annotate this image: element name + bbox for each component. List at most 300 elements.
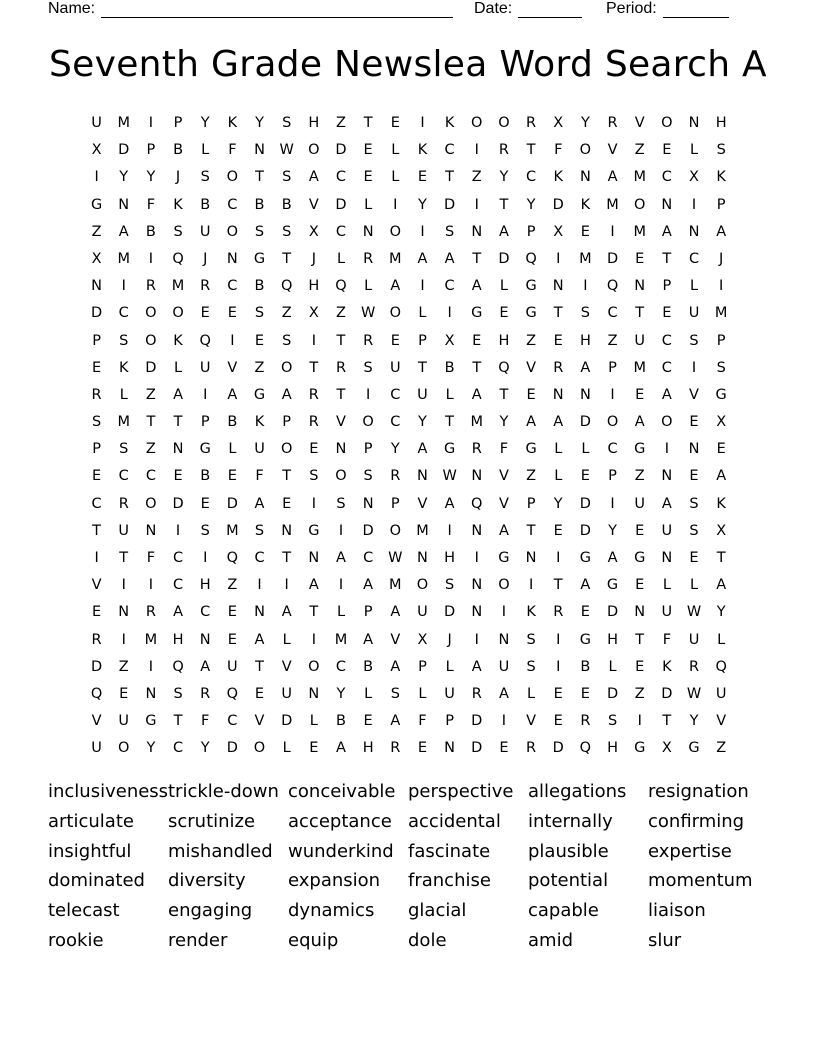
grid-letter: L bbox=[445, 386, 454, 403]
grid-letter: E bbox=[580, 685, 590, 702]
grid-letter: A bbox=[607, 169, 618, 186]
grid-letter: R bbox=[308, 414, 319, 431]
grid-row bbox=[83, 599, 735, 626]
grid-letter: V bbox=[689, 386, 699, 403]
grid-letter: Z bbox=[281, 305, 292, 322]
grid-letter: E bbox=[91, 604, 102, 621]
grid-letter: S bbox=[200, 522, 210, 539]
grid-row bbox=[83, 545, 735, 572]
grid-letter: T bbox=[662, 713, 672, 730]
grid-letter: R bbox=[91, 386, 102, 403]
grid-letter: I bbox=[691, 196, 697, 213]
grid-letter: E bbox=[173, 468, 183, 485]
grid-letter: S bbox=[91, 414, 102, 431]
grid-row bbox=[83, 409, 735, 436]
grid-letter: D bbox=[226, 740, 238, 757]
word-bank-item: allegations bbox=[528, 781, 627, 802]
grid-letter: G bbox=[525, 305, 537, 322]
grid-letter: B bbox=[444, 359, 455, 376]
grid-letter: O bbox=[416, 577, 429, 594]
grid-letter: E bbox=[227, 604, 237, 621]
grid-letter: U bbox=[688, 631, 700, 648]
grid-letter: C bbox=[172, 740, 184, 757]
grid-letter: D bbox=[118, 142, 130, 159]
grid-row bbox=[83, 382, 735, 409]
grid-letter: E bbox=[499, 740, 509, 757]
grid-letter: P bbox=[363, 604, 373, 621]
grid-letter: N bbox=[308, 685, 320, 702]
grid-letter: T bbox=[445, 169, 455, 186]
grid-letter: N bbox=[172, 441, 184, 458]
grid-letter: I bbox=[203, 386, 208, 403]
grid-letter: U bbox=[199, 359, 211, 376]
grid-letter: L bbox=[336, 250, 346, 267]
grid-letter: X bbox=[91, 142, 102, 159]
grid-letter: P bbox=[418, 332, 427, 349]
grid-letter: A bbox=[118, 223, 129, 240]
name-label: Name: bbox=[48, 0, 96, 17]
grid-letter: G bbox=[308, 522, 320, 539]
grid-letter: E bbox=[635, 522, 645, 539]
grid-letter: A bbox=[173, 604, 183, 621]
grid-letter: Q bbox=[172, 658, 184, 675]
grid-letter: I bbox=[447, 305, 452, 322]
grid-letter: N bbox=[552, 386, 564, 403]
word-bank-item: equip bbox=[288, 929, 339, 951]
word-bank-item: acceptance bbox=[288, 810, 392, 832]
grid-letter: P bbox=[716, 196, 726, 213]
grid-letter: A bbox=[553, 414, 564, 431]
grid-letter: G bbox=[253, 250, 266, 267]
grid-letter: B bbox=[281, 196, 292, 213]
grid-letter: M bbox=[117, 250, 130, 267]
grid-letter: R bbox=[363, 332, 374, 349]
grid-letter: P bbox=[662, 278, 672, 295]
grid-letter: M bbox=[389, 577, 402, 594]
grid-letter: I bbox=[583, 278, 588, 295]
grid-letter: Y bbox=[200, 740, 210, 757]
grid-letter: Y bbox=[608, 522, 617, 539]
grid-letter: O bbox=[308, 142, 320, 159]
grid-letter: S bbox=[689, 332, 699, 349]
grid-letter: I bbox=[338, 577, 344, 594]
grid-letter: B bbox=[580, 658, 591, 675]
grid-letter: J bbox=[311, 250, 316, 267]
grid-letter: L bbox=[391, 142, 400, 159]
grid-letter: P bbox=[418, 658, 427, 675]
grid-letter: I bbox=[94, 169, 99, 186]
grid-letter: V bbox=[526, 713, 537, 730]
grid-letter: S bbox=[282, 115, 292, 131]
grid-letter: E bbox=[689, 550, 699, 566]
grid-letter: E bbox=[91, 468, 102, 485]
grid-letter: O bbox=[145, 332, 157, 349]
grid-letter: E bbox=[282, 495, 292, 512]
grid-letter: A bbox=[444, 495, 455, 512]
grid-letter: Y bbox=[200, 115, 210, 131]
grid-letter: T bbox=[526, 522, 536, 539]
grid-row bbox=[83, 627, 735, 654]
grid-letter: H bbox=[308, 115, 320, 131]
grid-letter: S bbox=[607, 713, 618, 730]
grid-letter: I bbox=[474, 142, 479, 159]
grid-letter: N bbox=[118, 196, 130, 213]
grid-letter: G bbox=[199, 441, 211, 458]
grid-letter: V bbox=[716, 713, 727, 730]
word-bank-item: resignation bbox=[648, 781, 749, 802]
grid-letter: U bbox=[389, 359, 401, 376]
grid-letter: G bbox=[579, 631, 592, 648]
grid-letter: O bbox=[389, 522, 401, 539]
date-blank-line[interactable] bbox=[518, 3, 582, 18]
grid-letter: Q bbox=[280, 278, 293, 295]
name-field[interactable] bbox=[48, 0, 453, 18]
grid-letter: N bbox=[471, 577, 483, 594]
grid-row bbox=[83, 110, 735, 137]
grid-letter: E bbox=[553, 522, 563, 539]
grid-letter: S bbox=[363, 359, 373, 376]
grid-letter: Z bbox=[91, 223, 102, 240]
grid-letter: Q bbox=[471, 495, 483, 512]
grid-letter: L bbox=[201, 142, 210, 159]
grid-letter: M bbox=[144, 631, 158, 648]
grid-letter: C bbox=[526, 169, 537, 186]
grid-letter: E bbox=[716, 441, 726, 458]
grid-row bbox=[83, 518, 735, 545]
grid-letter: Y bbox=[119, 169, 129, 186]
grid-letter: E bbox=[227, 305, 237, 322]
grid-letter: Q bbox=[498, 359, 510, 376]
grid-letter: D bbox=[579, 522, 591, 539]
grid-letter: I bbox=[610, 495, 615, 512]
word-bank-item: expansion bbox=[288, 870, 381, 892]
grid-letter: I bbox=[474, 631, 479, 648]
grid-letter: R bbox=[91, 631, 102, 648]
date-field[interactable] bbox=[474, 0, 582, 18]
grid-letter: K bbox=[118, 359, 129, 376]
grid-letter: K bbox=[580, 196, 591, 213]
grid-letter: A bbox=[336, 550, 346, 566]
grid-letter: C bbox=[335, 169, 347, 186]
grid-letter: V bbox=[91, 713, 102, 730]
word-bank-row bbox=[48, 808, 768, 838]
grid-letter: N bbox=[688, 223, 700, 240]
grid-letter: N bbox=[254, 142, 265, 159]
grid-letter: S bbox=[445, 223, 455, 240]
grid-letter: H bbox=[498, 332, 510, 349]
grid-letter: E bbox=[363, 713, 373, 730]
grid-letter: Y bbox=[255, 115, 264, 131]
grid-letter: I bbox=[474, 196, 479, 213]
grid-letter: D bbox=[226, 495, 238, 512]
grid-letter: A bbox=[390, 278, 401, 295]
grid-letter: C bbox=[444, 142, 455, 159]
grid-letter: L bbox=[174, 359, 183, 376]
grid-letter: G bbox=[634, 740, 646, 757]
grid-letter: L bbox=[662, 577, 671, 594]
grid-letter: P bbox=[608, 468, 617, 485]
grid-letter: V bbox=[634, 115, 645, 131]
letter-grid bbox=[83, 110, 735, 763]
grid-letter: S bbox=[173, 685, 183, 702]
grid-letter: I bbox=[338, 522, 344, 539]
grid-letter: S bbox=[282, 169, 292, 186]
grid-letter: C bbox=[200, 604, 211, 621]
grid-letter: T bbox=[418, 359, 427, 376]
grid-letter: S bbox=[363, 468, 373, 485]
grid-letter: A bbox=[417, 441, 428, 458]
grid-letter: Z bbox=[145, 386, 156, 403]
grid-letter: F bbox=[418, 713, 427, 730]
grid-letter: Z bbox=[634, 468, 645, 485]
grid-letter: N bbox=[688, 441, 700, 458]
grid-letter: A bbox=[716, 577, 727, 594]
grid-letter: I bbox=[501, 713, 507, 730]
word-bank-item: momentum bbox=[648, 870, 753, 892]
grid-letter: H bbox=[172, 631, 184, 648]
grid-letter: O bbox=[145, 305, 157, 322]
grid-letter: S bbox=[526, 631, 536, 648]
grid-letter: I bbox=[366, 386, 371, 403]
grid-letter: D bbox=[552, 196, 564, 213]
grid-letter: I bbox=[610, 386, 615, 403]
grid-letter: L bbox=[689, 278, 699, 295]
grid-letter: T bbox=[553, 305, 563, 322]
grid-letter: N bbox=[552, 278, 564, 295]
grid-row bbox=[83, 491, 735, 518]
grid-letter: I bbox=[420, 223, 425, 240]
grid-letter: G bbox=[443, 441, 456, 458]
grid-letter: R bbox=[200, 278, 211, 295]
grid-letter: I bbox=[311, 332, 316, 349]
grid-letter: L bbox=[581, 441, 590, 458]
grid-letter: U bbox=[417, 604, 428, 621]
grid-letter: A bbox=[661, 386, 672, 403]
grid-letter: S bbox=[282, 332, 292, 349]
grid-letter: E bbox=[635, 250, 645, 267]
grid-letter: O bbox=[389, 305, 401, 322]
period-blank-line[interactable] bbox=[663, 3, 729, 18]
grid-letter: D bbox=[552, 740, 564, 757]
grid-letter: L bbox=[364, 685, 373, 702]
grid-letter: E bbox=[363, 142, 373, 159]
grid-letter: T bbox=[363, 115, 373, 131]
grid-letter: N bbox=[525, 550, 537, 566]
grid-letter: D bbox=[606, 250, 619, 267]
grid-letter: E bbox=[119, 685, 129, 702]
grid-letter: C bbox=[145, 468, 156, 485]
grid-letter: E bbox=[580, 604, 590, 621]
grid-letter: R bbox=[145, 278, 156, 295]
grid-letter: H bbox=[444, 550, 456, 566]
word-bank-item: telecast bbox=[48, 900, 120, 922]
grid-letter: I bbox=[121, 278, 126, 295]
grid-letter: W bbox=[686, 604, 702, 621]
grid-letter: D bbox=[90, 658, 103, 675]
grid-letter: P bbox=[608, 359, 617, 376]
grid-letter: H bbox=[199, 577, 211, 594]
grid-letter: I bbox=[175, 522, 181, 539]
grid-letter: L bbox=[119, 386, 128, 403]
grid-letter: A bbox=[471, 658, 482, 675]
grid-letter: E bbox=[417, 169, 428, 186]
grid-letter: X bbox=[553, 223, 564, 240]
grid-letter: Q bbox=[199, 332, 211, 349]
grid-row bbox=[83, 572, 735, 599]
grid-letter: M bbox=[470, 414, 484, 431]
grid-letter: Y bbox=[418, 196, 427, 213]
grid-letter: A bbox=[227, 386, 238, 403]
grid-letter: L bbox=[282, 631, 291, 648]
grid-letter: I bbox=[311, 631, 316, 648]
grid-letter: Q bbox=[226, 685, 239, 702]
grid-letter: N bbox=[118, 604, 130, 621]
grid-letter: C bbox=[607, 305, 618, 322]
grid-letter: M bbox=[714, 305, 728, 322]
period-field[interactable] bbox=[606, 0, 729, 18]
grid-letter: W bbox=[686, 685, 702, 702]
grid-letter: O bbox=[226, 223, 239, 240]
grid-letter: K bbox=[227, 115, 238, 131]
grid-letter: O bbox=[145, 495, 157, 512]
grid-letter: C bbox=[607, 441, 618, 458]
grid-letter: T bbox=[255, 658, 264, 675]
grid-letter: N bbox=[579, 386, 591, 403]
grid-row bbox=[83, 246, 735, 273]
grid-letter: B bbox=[200, 196, 211, 213]
grid-letter: G bbox=[525, 441, 537, 458]
grid-letter: H bbox=[308, 278, 320, 295]
grid-letter: N bbox=[199, 631, 211, 648]
grid-letter: W bbox=[442, 468, 457, 485]
word-bank-item: internally bbox=[528, 810, 613, 832]
grid-letter: E bbox=[662, 142, 672, 159]
grid-letter: I bbox=[556, 658, 561, 675]
grid-letter: B bbox=[336, 713, 346, 730]
grid-letter: T bbox=[499, 386, 509, 403]
grid-letter: A bbox=[173, 386, 183, 403]
grid-letter: X bbox=[308, 305, 319, 322]
grid-letter: N bbox=[471, 604, 483, 621]
grid-letter: Q bbox=[90, 685, 103, 702]
grid-letter: H bbox=[607, 631, 618, 648]
grid-letter: L bbox=[608, 658, 617, 675]
grid-letter: U bbox=[417, 386, 428, 403]
grid-letter: D bbox=[444, 604, 456, 621]
grid-letter: A bbox=[471, 386, 482, 403]
grid-row bbox=[83, 300, 735, 327]
grid-letter: I bbox=[94, 550, 99, 566]
grid-letter: N bbox=[634, 604, 646, 621]
grid-letter: O bbox=[606, 414, 619, 431]
grid-letter: M bbox=[633, 169, 646, 186]
grid-letter: D bbox=[498, 250, 510, 267]
grid-letter: K bbox=[662, 658, 672, 675]
word-bank-item: dole bbox=[408, 929, 447, 951]
grid-letter: N bbox=[417, 550, 428, 566]
grid-letter: I bbox=[148, 250, 154, 267]
grid-letter: B bbox=[363, 658, 374, 675]
grid-letter: A bbox=[363, 631, 374, 648]
grid-letter: V bbox=[91, 577, 102, 594]
grid-letter: Q bbox=[226, 550, 239, 566]
grid-letter: Z bbox=[634, 685, 645, 702]
grid-letter: J bbox=[447, 631, 452, 648]
grid-letter: Y bbox=[580, 115, 590, 131]
grid-letter: K bbox=[716, 495, 726, 512]
grid-letter: L bbox=[554, 468, 563, 485]
grid-letter: Y bbox=[418, 414, 427, 431]
grid-letter: G bbox=[498, 550, 510, 566]
word-bank-item: amid bbox=[528, 929, 573, 951]
grid-letter: R bbox=[607, 115, 618, 131]
grid-letter: I bbox=[447, 522, 452, 539]
grid-letter: A bbox=[580, 359, 591, 376]
grid-letter: A bbox=[716, 223, 727, 240]
grid-letter: L bbox=[717, 631, 726, 648]
name-blank-line[interactable] bbox=[101, 3, 453, 18]
grid-letter: A bbox=[308, 577, 319, 594]
grid-letter: A bbox=[281, 604, 292, 621]
grid-letter: S bbox=[689, 522, 699, 539]
grid-letter: I bbox=[284, 577, 289, 594]
grid-letter: A bbox=[390, 604, 401, 621]
grid-letter: Y bbox=[146, 740, 156, 757]
grid-letter: C bbox=[444, 278, 455, 295]
grid-letter: V bbox=[227, 359, 238, 376]
grid-letter: T bbox=[173, 713, 183, 730]
grid-letter: A bbox=[336, 740, 346, 757]
grid-letter: R bbox=[526, 740, 537, 757]
grid-letter: J bbox=[719, 250, 724, 267]
grid-letter: M bbox=[389, 250, 402, 267]
grid-letter: K bbox=[173, 196, 183, 213]
grid-letter: S bbox=[282, 223, 292, 240]
grid-letter: M bbox=[117, 115, 130, 131]
grid-letter: V bbox=[336, 414, 346, 431]
grid-letter: B bbox=[200, 468, 211, 485]
grid-letter: P bbox=[146, 142, 156, 159]
grid-letter: C bbox=[390, 414, 401, 431]
grid-letter: V bbox=[254, 713, 265, 730]
grid-letter: U bbox=[661, 522, 673, 539]
grid-letter: B bbox=[227, 414, 238, 431]
grid-letter: R bbox=[526, 115, 537, 131]
grid-letter: Y bbox=[499, 169, 509, 186]
grid-letter: E bbox=[553, 685, 563, 702]
grid-letter: F bbox=[499, 441, 509, 458]
period-label: Period: bbox=[606, 0, 657, 17]
grid-letter: C bbox=[363, 550, 374, 566]
grid-letter: V bbox=[390, 631, 401, 648]
grid-letter: C bbox=[227, 196, 238, 213]
grid-letter: S bbox=[390, 685, 400, 702]
grid-letter: G bbox=[145, 713, 157, 730]
grid-letter: E bbox=[553, 332, 563, 349]
grid-letter: I bbox=[637, 713, 642, 730]
grid-letter: L bbox=[527, 685, 536, 702]
grid-letter: S bbox=[119, 441, 129, 458]
grid-letter: N bbox=[226, 250, 238, 267]
grid-letter: I bbox=[148, 577, 154, 594]
grid-letter: M bbox=[117, 414, 130, 431]
grid-letter: A bbox=[444, 250, 455, 267]
grid-letter: C bbox=[335, 223, 347, 240]
word-bank-item: mishandled bbox=[168, 840, 273, 862]
grid-letter: F bbox=[662, 631, 672, 648]
grid-letter: E bbox=[553, 713, 563, 730]
grid-letter: F bbox=[255, 468, 264, 485]
